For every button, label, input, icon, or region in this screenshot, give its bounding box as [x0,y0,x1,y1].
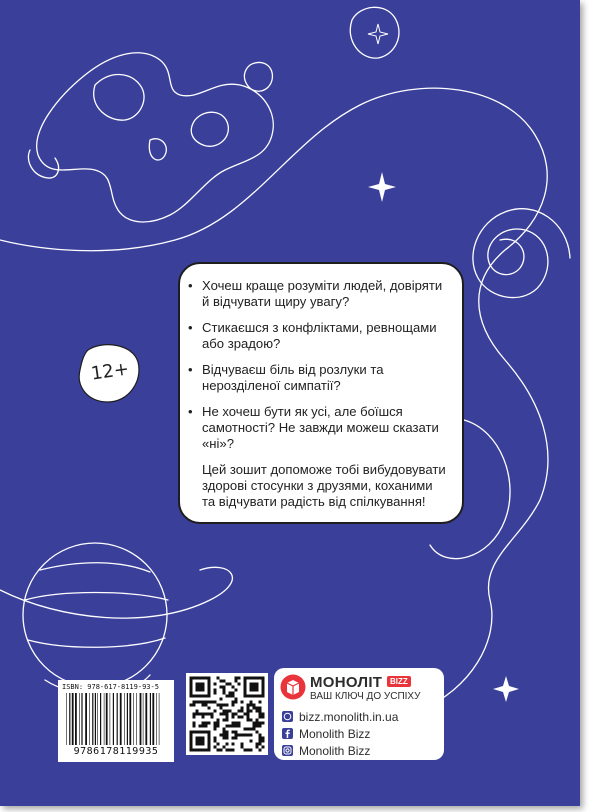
publisher-info [274,668,444,760]
barcode-number: 9786178119935 [73,746,159,757]
barcode-icon [64,693,170,745]
instagram-text: Monolith Bizz [299,744,371,758]
website-text: bizz.monolith.in.ua [299,710,399,724]
publisher-slogan: ВАШ КЛЮЧ ДО УСПІХУ [310,691,421,702]
publisher-name: МОНОЛІТ [310,674,383,691]
qr-code-icon [186,673,268,755]
question-item: • Не хочеш бути як усі, але боїшся самотності? Не завжди можеш сказати «ні»? [202,404,448,452]
globe-icon [282,711,293,722]
publisher-tag: BIZZ [387,676,411,687]
instagram-link[interactable] [282,744,370,758]
question-item: • Відчуваєш біль від розлуки та нерозділеної симпатії? [202,362,448,394]
question-item: • Стикаєшся з конфліктами, ревнощами або зрадою? [202,320,448,352]
isbn-text: ISBN: 978-617-8119-93-5 [62,683,159,691]
age-rating-text: 12+ [89,358,131,385]
summary-text: Цей зошит допоможе тобі вибудовувати здорові стосунки з друзями, коханими та відчувати радість від спілкування! [202,462,446,509]
question-list [202,278,448,452]
qr-code[interactable] [186,673,268,755]
facebook-text: Monolith Bizz [299,727,371,741]
monolith-logo-icon [280,674,306,700]
question-item: • Хочеш краще розуміти людей, довіряти й відчувати щиру увагу? [202,278,448,310]
barcode-label [58,680,174,762]
facebook-link[interactable] [282,727,370,741]
description-box [178,262,464,524]
facebook-icon [282,728,293,739]
website-link[interactable] [282,710,398,724]
instagram-icon [282,745,293,756]
